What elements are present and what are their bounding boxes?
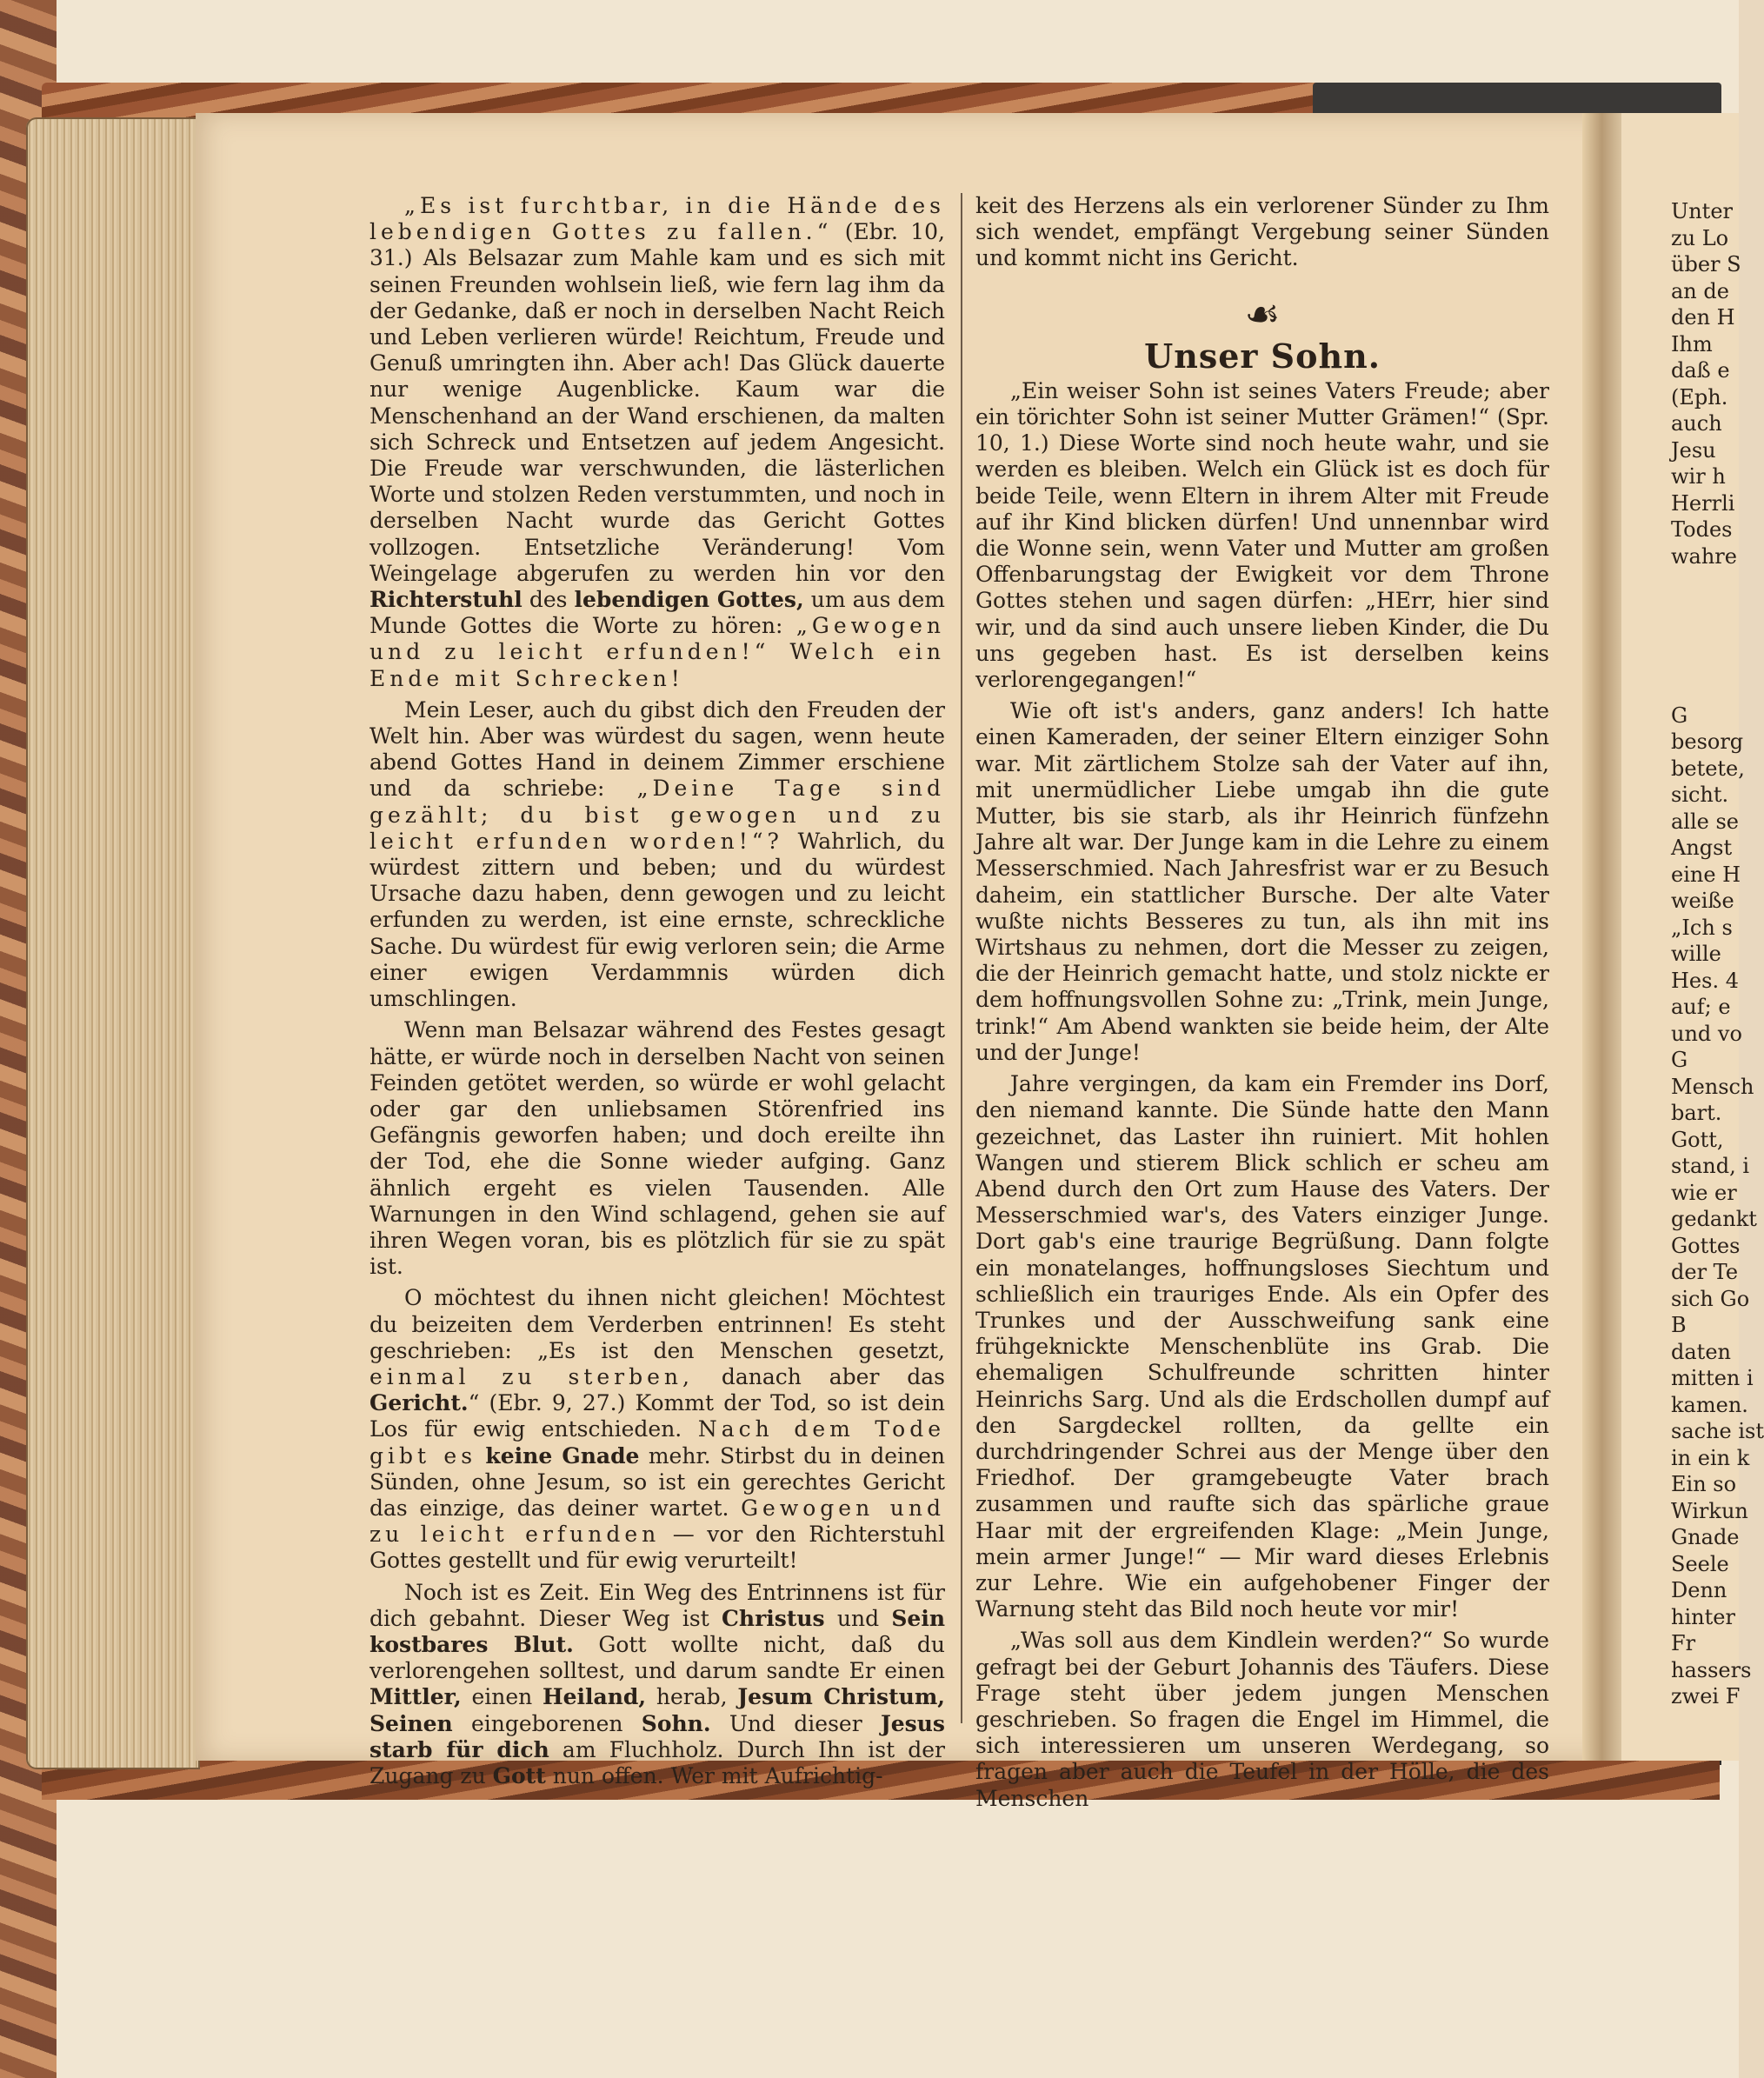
right-page-line: Angst (1671, 836, 1733, 860)
right-page-line: Gott, (1671, 1127, 1724, 1152)
right-page-line (1671, 649, 1764, 676)
right-page-line: wie er (1671, 1180, 1737, 1205)
right-page-line: Todes (1671, 517, 1733, 542)
right-page-line: alle se (1671, 809, 1740, 834)
right-page-line: an de (1671, 278, 1729, 303)
right-page-line: sicht. (1671, 783, 1729, 807)
right-page-line: Ein so (1671, 1472, 1737, 1496)
text-run: Jesum Christum, Seinen (369, 1684, 945, 1736)
right-page-line: daß e (1671, 358, 1730, 383)
text-run: nun offen. Wer mit Aufrichtig- (545, 1762, 883, 1788)
text-run: „Es ist furchtbar, in die Hände des lebendigen Gottes zu fallen.“ (369, 193, 945, 245)
paragraph (369, 1017, 945, 1280)
text-run: Richterstuhl (369, 587, 523, 613)
paragraph (369, 1285, 945, 1574)
section-heading: Unser Sohn. (1144, 336, 1381, 376)
right-page-line (1671, 569, 1764, 596)
text-run: Gott wollte nicht, daß du verlorengehen solltest, und darum sandte Er einen (369, 1631, 945, 1684)
right-page-line: auf; e (1671, 995, 1731, 1019)
right-page-line (1671, 676, 1764, 703)
middle-body (975, 378, 1549, 1812)
right-page-line: hassers (1671, 1657, 1752, 1682)
text-run: mehr. Stirbst du in deinen Sünden, ohne Jesum, so ist ein gerechtes Gericht das einzige, das deiner wartet. (369, 1442, 946, 1521)
right-page-line: Gnade (1671, 1525, 1740, 1549)
text-run (476, 1443, 485, 1469)
page-edges (26, 117, 200, 1769)
text-run: (Ebr. 10, 31.) Als Belsazar zum Mahle kam und es sich mit seinen Freunden wohlsein ließ, wie fern lag ihm da der Gedanke, daß er noch in derselben Nacht Reich und Leben verlieren würde! Reichtum, Freude und Genuß umringten ihn. Aber ach! Das Glück dauerte nur wenige Augenblicke. Kaum war die Menschenhand an der Wand erschienen, da malten sich Schreck und Entsetzen auf jedem Angesicht. Die Freude war verschwunden, die lästerlichen Worte und stolzen Reden verstummten, und noch in derselben Nacht wurde das Gericht Gottes vollzogen. Entsetzliche Veränderung! Vom Weingelage abgerufen zu werden hin vor den (369, 219, 946, 586)
paragraph (369, 193, 945, 692)
text-run: O möchtest du ihnen nicht gleichen! Möchtest du beizeiten dem Verderben entrinnen! Es steht geschrieben: „Es ist den Menschen gesetzt, (369, 1285, 945, 1363)
text-run: Mittler, (369, 1684, 462, 1710)
text-run: Christus (722, 1605, 825, 1631)
text-run: Jahre vergingen, da kam ein Fremder ins Dorf, den niemand kannte. Die Sünde hatte den Mann gezeichnet, das Laster ihn ruiniert. Mit hohlen Wangen und stierem Blick schlich er scheu am Abend durch den Ort zum Hause des Vaters. Der Messerschmied war's, des Vaters einziger Junge. Dort gab's eine traurige Begrüßung. Dann folgte ein monatelanges, hoffnungsloses Siechtum und schließlich ein trauriges Ende. Als ein Opfer des Trunkes und der Ausschweifung sank eine frühgeknickte Menschenblüte ins Grab. Die ehemaligen Schulfreunde schritten hinter Heinrichs Sarg. Und als die Erdschollen dumpf auf den Sargdeckel rollten, da gellte ein durchdringender Schrei aus der Menge über den Friedhof. Der gramgebeugte Vater brach zusammen und raufte sich das spärliche graue Haar mit der ergreifenden Klage: „Mein Junge, mein armer Junge!“ — Mir ward dieses Erlebnis zur Lehre. Wie ein aufgehobener Finger der Warnung steht das Bild noch heute vor mir! (975, 1071, 1549, 1622)
text-run: danach aber das (693, 1363, 945, 1389)
right-page-line: weiße (1671, 889, 1734, 913)
right-page-line (1671, 596, 1764, 623)
right-page-line: der Te (1671, 1260, 1739, 1284)
right-page-line: über S (1671, 252, 1741, 276)
right-page-line: daten (1671, 1339, 1731, 1364)
text-run: Wahrlich, du würdest zittern und beben; und du würdest Ursache dazu haben, denn gewogen und zu leicht erfunden zu werden, ist eine ernste, schreckliche Sache. Du würdest für ewig verloren sein; die Arme einer ewigen Verdammnis würden dich umschlingen. (369, 828, 945, 1012)
text-run: Nach dem Tode gibt es (369, 1416, 945, 1469)
right-page-line: Gottes (1671, 1233, 1741, 1258)
text-run: Sein kostbares Blut. (369, 1605, 945, 1657)
paragraph (369, 1580, 945, 1790)
right-page-line: in ein k (1671, 1445, 1750, 1470)
right-page-line: Hes. 4 (1671, 968, 1739, 993)
right-page-line: Unter (1671, 199, 1734, 223)
right-page-line: gedankt (1671, 1207, 1757, 1231)
text-run: lebendigen Gottes, (574, 587, 804, 613)
paragraph (975, 378, 1549, 693)
right-page-line: besorg (1671, 729, 1744, 754)
text-run: am Fluchholz. Durch Ihn ist der Zugang zu (369, 1736, 946, 1788)
right-page-line: Fr (1671, 1631, 1696, 1655)
right-page-line (1671, 623, 1764, 649)
text-run: einmal zu sterben, (369, 1363, 694, 1389)
paragraph (975, 1071, 1549, 1622)
text-run: eingeborenen (452, 1710, 642, 1736)
right-page-line: Herrli (1671, 490, 1735, 516)
right-page-line: betete, (1671, 756, 1745, 781)
right-page-line: bart. (1671, 1101, 1722, 1125)
right-page-line: auch (1671, 411, 1722, 436)
right-page-line: B (1671, 1313, 1687, 1337)
text-run: Gericht. (369, 1390, 469, 1416)
text-run: um aus dem Munde Gottes die Worte zu hören: (369, 587, 945, 639)
text-run: Mein Leser, auch du gibst dich den Freuden der Welt hin. Aber was würdest du sagen, wenn heute abend Gottes Hand in deinem Zimmer erschiene und da schriebe: (369, 696, 945, 802)
right-page-line: wir h (1671, 464, 1726, 489)
text-run: „Gewogen und zu leicht erfunden!“ Welch ein Ende mit Schrecken! (369, 613, 945, 691)
right-page-line: eine H (1671, 862, 1741, 887)
text-run: “ (Ebr. 9, 27.) Kommt der Tod, so ist dein Los für ewig entschieden. (369, 1390, 945, 1442)
right-page-line: G (1671, 1048, 1688, 1072)
column-divider (961, 193, 962, 1723)
right-page-line: hinter (1671, 1604, 1735, 1629)
right-page-line: G (1671, 703, 1688, 728)
right-page-line: „Ich s (1671, 915, 1733, 940)
text-run: Wenn man Belsazar während des Festes gesagt hätte, er würde noch in derselben Nacht von seinen Feinden getötet werden, so würde er wohl gelacht oder gar den unliebsamen Störenfried ins Gefängnis geworfen haben; und doch ereilte ihn der Tod, ehe die Sonne wieder aufging. Ganz ähnlich ergeht es vielen Tausenden. Alle Warnungen in den Wind schlagend, gehen sie auf ihren Wegen voran, bis es plötzlich für sie zu spät ist. (369, 1017, 945, 1280)
right-page-line: Denn (1671, 1578, 1727, 1602)
right-page-text-fragments (1671, 198, 1764, 1710)
right-page-line: Jesu (1671, 437, 1716, 463)
right-page-line: wahre (1671, 543, 1737, 569)
right-page-line: den H (1671, 305, 1735, 330)
text-run: Gott (492, 1762, 546, 1788)
text-run: herab, (646, 1684, 738, 1710)
text-run: keine Gnade (485, 1442, 640, 1469)
text-run: und (824, 1605, 892, 1631)
right-page-line: und vo (1671, 1021, 1742, 1046)
middle-text-column (975, 193, 1549, 1817)
right-page-line: kamen. (1671, 1392, 1748, 1417)
right-page-line: Ihm (1671, 331, 1713, 356)
right-page-line: zu Lo (1671, 225, 1729, 250)
right-page-line: sache ist (1671, 1419, 1764, 1443)
text-run: „Ein weiser Sohn ist seines Vaters Freude; aber ein törichter Sohn ist seiner Mutter Grämen!“ (Spr. 10, 1.) Diese Worte sind noch heute wahr, und sie werden es bleiben. Welch ein Glück ist es doch für beide Teile, wenn Eltern in ihrem Alter mit Freude auf ihr Kind blicken dürfen! Und unnennbar wird die Wonne sein, wenn Vater und Mutter am großen Offenbarungstag der Ewigkeit vor dem Throne Gottes stehen und sagen dürfen: „HErr, hier sind wir, und da sind auch unsere lieben Kinder, die Du uns gegeben hast. Es ist derselben keins verlorengegangen!“ (975, 377, 1549, 693)
right-page-line: stand, i (1671, 1154, 1750, 1178)
right-page-line: (Eph. (1671, 384, 1728, 410)
paragraph (975, 1628, 1549, 1811)
text-run: Heiland, (543, 1684, 647, 1710)
paragraph (369, 697, 945, 1012)
right-page-line: Seele (1671, 1551, 1729, 1576)
text-run: „Deine Tage sind gezählt; du bist gewogen und zu leicht erfunden worden!“? (369, 776, 945, 854)
right-page-line: mitten i (1671, 1366, 1754, 1390)
left-text-column (369, 193, 945, 1795)
text-run: — vor den Richterstuhl Gottes gestellt und für ewig verurteilt! (369, 1522, 945, 1574)
paragraph (975, 698, 1549, 1066)
right-page-line: Wirkun (1671, 1498, 1748, 1523)
text-run: „Was soll aus dem Kindlein werden?“ So wurde gefragt bei der Geburt Johannis des Täufers. Diese Frage steht über jedem jungen Menschen geschrieben. So fragen die Engel im Himmel, die sich interessieren um unseren Werdegang, so fragen aber auch die Teufel in der Hölle, die des Menschen (975, 1628, 1549, 1811)
right-page-line: wille (1671, 942, 1721, 966)
continued-paragraph: keit des Herzens als ein verlorener Sünder zu Ihm sich wendet, empfängt Vergebung seiner Sünden und kommt nicht ins Gericht. (975, 193, 1549, 271)
text-run: einen (461, 1684, 543, 1710)
text-run: Noch ist es Zeit. Ein Weg des Entrinnens ist für dich gebahnt. Dieser Weg ist (369, 1579, 945, 1631)
text-run: Jesus starb für dich (369, 1710, 945, 1762)
book-gutter (1582, 113, 1621, 1761)
text-run: Wie oft ist's anders, ganz anders! Ich hatte einen Kameraden, der seiner Eltern einziger Sohn war. Mit zärtlichem Stolze sah der Vater auf ihn, mit unermüdlicher Liebe umgab ihn die gute Mutter, bis sie starb, als ihr Heinrich fünfzehn Jahre alt war. Der Junge kam in die Lehre zu einem Messerschmied. Nach Jahresfrist war er zu Besuch daheim, ein stattlicher Bursche. Der alte Vater wußte nichts Besseres zu tun, als ihn mit ins Wirtshaus zu nehmen, dort die Messer zu zeigen, die der Heinrich gemacht hatte, und stolz nickte er dem hoffnungsvollen Sohne zu: „Trink, mein Junge, trink!“ Am Abend wankten sie beide heim, der Alte und der Junge! (975, 698, 1549, 1065)
ornament-glyph: ☙ (1244, 290, 1281, 337)
right-page-line: Mensch (1671, 1074, 1754, 1099)
text-run: des (522, 587, 575, 613)
text-run: Gewogen und zu leicht erfunden (369, 1495, 945, 1548)
text-run: Und dieser (710, 1710, 881, 1736)
right-page-line: zwei F (1671, 1684, 1741, 1708)
text-run: Sohn. (641, 1710, 711, 1736)
right-page-line: sich Go (1671, 1286, 1750, 1311)
